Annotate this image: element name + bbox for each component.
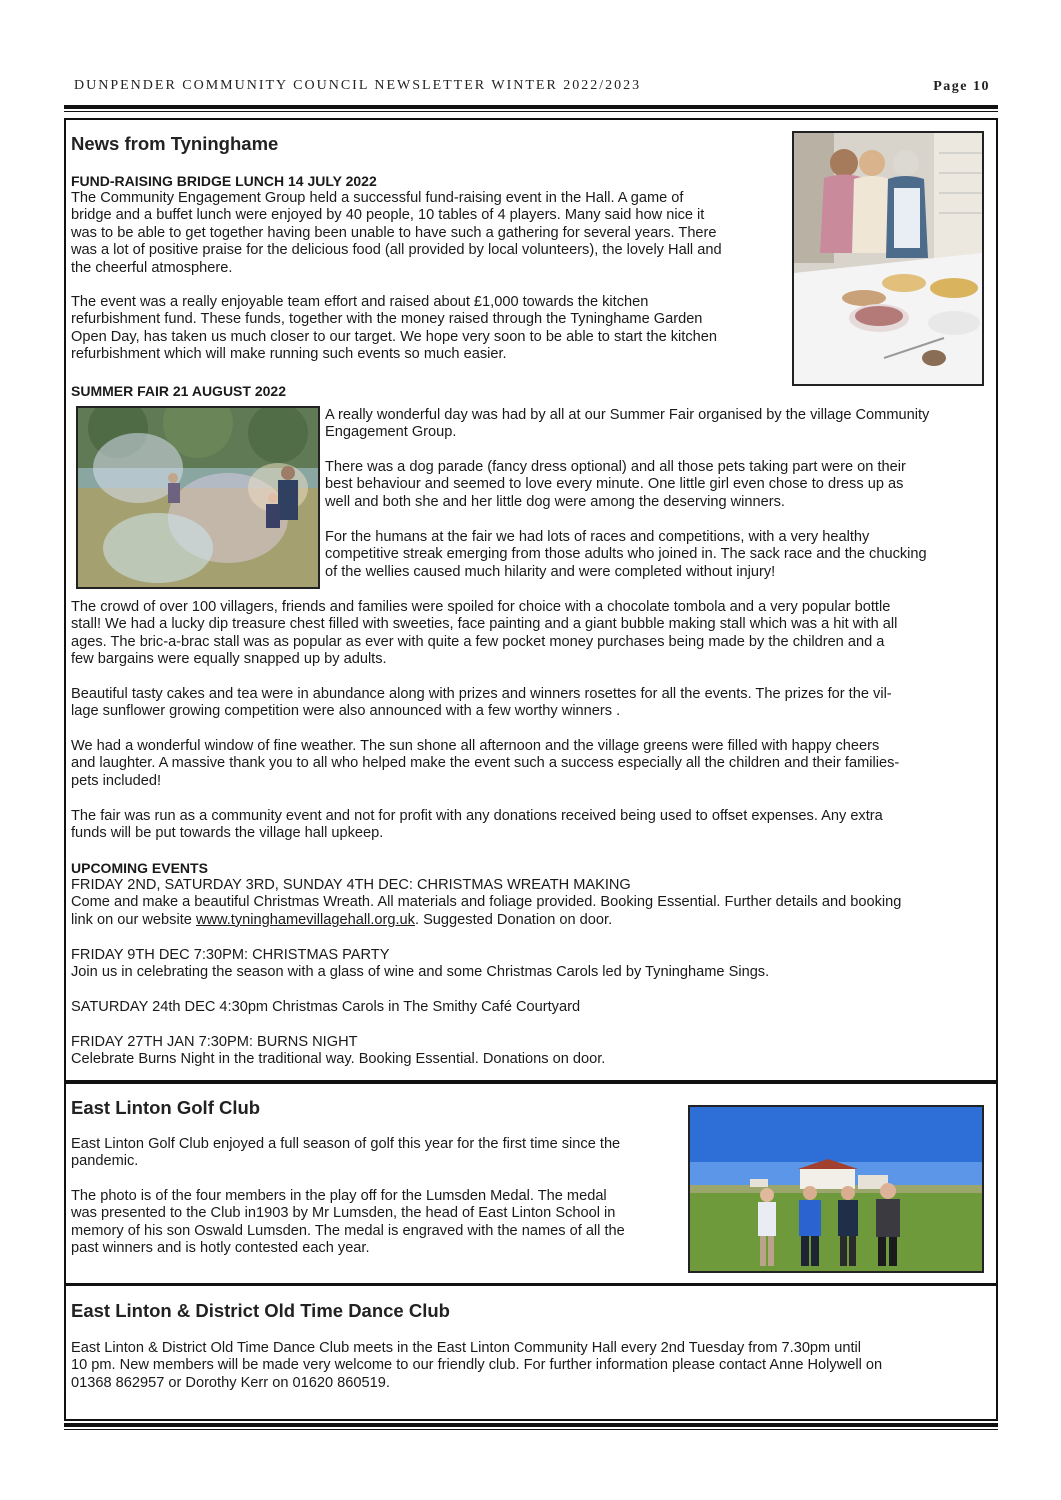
wreath-link-prefix: link on our website	[71, 911, 196, 928]
wreath-description-2	[71, 912, 901, 929]
wreath-title: FRIDAY 2ND, SATURDAY 3RD, SUNDAY 4TH DEC: CHRISTMAS WREATH MAKING	[71, 877, 631, 893]
golf-heading: East Linton Golf Club	[71, 1097, 261, 1118]
header-rule	[64, 105, 998, 109]
text-line: refurbishment which will make running such events so much easier.	[71, 346, 507, 363]
text-line: and laughter. A massive thank you to all who helped make the event such a success especially all the children and their families-	[71, 755, 900, 772]
summer-fair-illustration	[78, 408, 318, 587]
carols-event	[71, 999, 580, 1016]
summer-fair-photo	[76, 406, 320, 589]
dance-club-paragraph	[71, 1340, 882, 1392]
text-line: best behaviour and seemed to love every minute. One little girl even chose to dress up as	[325, 476, 904, 493]
text-line: pandemic.	[71, 1153, 139, 1170]
text-line: past winners and is hotly contested each year.	[71, 1240, 370, 1257]
golf-club-illustration	[690, 1107, 982, 1271]
footer-rule-thin	[64, 1429, 998, 1430]
text-line: was a lot of positive praise for the delicious food (all provided by local volunteers), the lovely Hall and	[71, 242, 722, 259]
fair-paragraph-7	[71, 808, 883, 843]
text-line: The event was a really enjoyable team effort and raised about £1,000 towards the kitchen	[71, 294, 649, 310]
header-rule-thin	[64, 111, 998, 112]
footer-rule	[64, 1423, 998, 1427]
text-line: Beautiful tasty cakes and tea were in abundance along with prizes and winners rosettes for all the events. The prizes for the vil-	[71, 686, 892, 702]
text-line: few bargains were equally snapped up by adults.	[71, 651, 387, 668]
burns-event	[71, 1034, 605, 1069]
fair-side-paragraph-3	[325, 529, 927, 581]
text-line: funds will be put towards the village hall upkeep.	[71, 825, 384, 842]
text-line: pets included!	[71, 772, 162, 789]
text-line: the cheerful atmosphere.	[71, 259, 233, 276]
dance-club-heading: East Linton & District Old Time Dance Club	[71, 1300, 450, 1321]
text-line: bridge and a buffet lunch were enjoyed by 40 people, 10 tables of 4 players. Many said how nice it	[71, 207, 705, 224]
text-line: of the wellies caused much hilarity and were completed without injury!	[325, 563, 776, 580]
text-line: A really wonderful day was had by all at our Summer Fair organised by the village Community	[325, 407, 930, 423]
text-line: was to be able to get together having been unable to have such a gathering for several years. There	[71, 224, 717, 241]
page-number: Page 10	[933, 79, 990, 94]
text-line: was presented to the Club in1903 by Mr Lumsden, the head of East Linton School in	[71, 1205, 616, 1222]
fair-paragraph-4	[71, 599, 897, 669]
golf-club-photo	[688, 1105, 984, 1273]
events-subheading: UPCOMING EVENTS	[71, 860, 208, 876]
party-title: FRIDAY 9TH DEC 7:30PM: CHRISTMAS PARTY	[71, 947, 390, 963]
text-line: We had a wonderful window of fine weather. The sun shone all afternoon and the village greens were filled with happy cheers	[71, 738, 880, 754]
wreath-description-1: Come and make a beautiful Christmas Wreath. All materials and foliage provided. Booking Essential. Further details and booking	[71, 894, 902, 911]
carols-text: SATURDAY 24th DEC 4:30pm Christmas Carols in The Smithy Café Courtyard	[71, 999, 581, 1015]
fair-side-paragraph-1	[325, 407, 929, 442]
newsletter-title: DUNPENDER COMMUNITY COUNCIL NEWSLETTER WINTER 2022/2023	[74, 78, 642, 93]
golf-paragraph-2	[71, 1188, 625, 1258]
text-line: The photo is of the four members in the play off for the Lumsden Medal. The medal	[71, 1188, 607, 1204]
text-line: lage sunflower growing competition were also announced with a few worthy winners .	[71, 703, 621, 720]
fair-side-paragraph-2	[325, 459, 906, 511]
tyninghame-heading: News from Tyninghame	[71, 133, 279, 154]
text-line: refurbishment fund. These funds, together with the money raised through the Tyninghame Garden	[71, 311, 703, 328]
text-line: The crowd of over 100 villagers, friends and families were spoiled for choice with a chocolate tombola and a very popular bottle	[71, 599, 891, 615]
text-line: East Linton & District Old Time Dance Club meets in the East Linton Community Hall every 2nd Tuesday from 7.30pm until	[71, 1340, 862, 1356]
text-line: ages. The bric-a-brac stall was as popular as ever with quite a few pocket money purchases being made by the children and a	[71, 633, 885, 650]
bridge-subheading: FUND-RAISING BRIDGE LUNCH 14 JULY 2022	[71, 173, 377, 189]
village-hall-website-link[interactable]: www.tyninghamevillagehall.org.uk	[195, 911, 415, 928]
golf-paragraph-1	[71, 1136, 620, 1171]
text-line: Open Day, has taken us much closer to our target. We hope very soon to be able to start the kitchen	[71, 328, 717, 345]
burns-description: Celebrate Burns Night in the traditional way. Booking Essential. Donations on door.	[71, 1051, 606, 1068]
bridge-lunch-photo	[792, 131, 984, 386]
text-line: competitive streak emerging from those adults who joined in. The sack race and the chucking	[325, 546, 927, 563]
text-line: There was a dog parade (fancy dress optional) and all those pets taking part were on their	[325, 459, 906, 475]
text-line: 01368 862957 or Dorothy Kerr on 01620 860519.	[71, 1374, 390, 1391]
text-line: East Linton Golf Club enjoyed a full season of golf this year for the first time since the	[71, 1136, 621, 1152]
text-line: Engagement Group.	[325, 424, 457, 441]
fair-paragraph-6	[71, 738, 899, 790]
text-line: The Community Engagement Group held a successful fund-raising event in the Hall. A game of	[71, 190, 684, 206]
fair-paragraph-5	[71, 686, 892, 721]
text-line: For the humans at the fair we had lots of races and competitions, with a very healthy	[325, 529, 870, 545]
text-line: 10 pm. New members will be made very welcome to our friendly club. For further information please contact Anne Holywell on	[71, 1357, 883, 1374]
text-line: memory of his son Oswald Lumsden. The medal is engraved with the names of all the	[71, 1222, 625, 1239]
wreath-event	[71, 877, 901, 929]
party-description: Join us in celebrating the season with a glass of wine and some Christmas Carols led by Tyninghame Sings.	[71, 964, 770, 981]
party-event	[71, 947, 769, 982]
bridge-paragraph-2	[71, 294, 717, 364]
text-line: well and both she and her little dog were among the deserving winners.	[325, 493, 785, 510]
newsletter-header	[64, 78, 998, 100]
wreath-link-suffix: . Suggested Donation on door.	[414, 911, 613, 928]
fair-subheading: SUMMER FAIR 21 AUGUST 2022	[71, 383, 286, 399]
burns-title: FRIDAY 27TH JAN 7:30PM: BURNS NIGHT	[71, 1034, 358, 1050]
text-line: stall! We had a lucky dip treasure chest filled with sweeties, face painting and a giant bubble making stall which was a hit with all	[71, 616, 898, 633]
text-line: The fair was run as a community event and not for profit with any donations received being used to offset expenses. Any extra	[71, 808, 883, 824]
bridge-paragraph-1	[71, 190, 722, 277]
bridge-lunch-illustration	[794, 133, 982, 384]
